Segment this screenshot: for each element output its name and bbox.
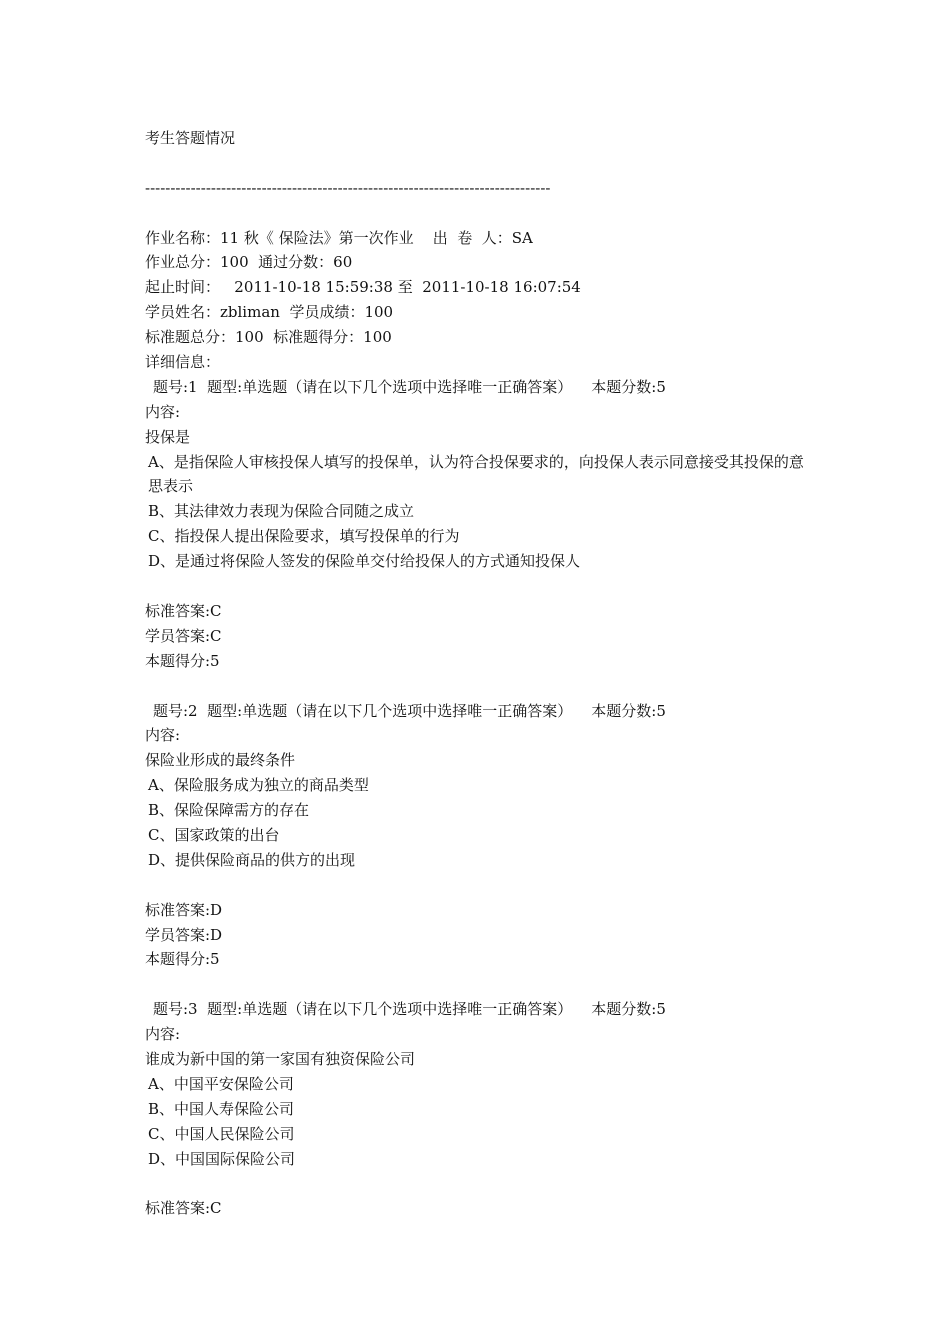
spacer	[145, 151, 845, 176]
option-c: C、国家政策的出台	[148, 825, 280, 844]
separator-line: --------------------------------------------------------------------------------	[145, 178, 551, 197]
spacer	[145, 972, 845, 997]
option-d: D、是通过将保险人签发的保险单交付给投保人的方式通知投保人	[148, 552, 581, 571]
standard-answer: 标准答案:C	[145, 601, 222, 620]
option-a: A、中国平安保险公司	[148, 1074, 294, 1093]
document-page	[145, 126, 845, 1221]
time-info: 起止时间： 2011-10-18 15:59:38 至 2011-10-18 16:07:54	[145, 278, 581, 297]
question-stem: 保险业形成的最终条件	[145, 751, 296, 770]
spacer	[145, 1171, 845, 1196]
option-b: B、中国人寿保险公司	[148, 1099, 295, 1118]
question-score: 本题得分:5	[145, 950, 220, 969]
spacer	[145, 674, 845, 699]
student-answer: 学员答案:C	[145, 626, 222, 645]
option-b: B、保险保障需方的存在	[148, 801, 310, 820]
option-b: B、其法律效力表现为保险合同随之成立	[148, 502, 415, 521]
spacer	[145, 201, 845, 226]
question-block	[145, 699, 845, 998]
question-stem: 谁成为新中国的第一家国有独资保险公司	[145, 1049, 416, 1068]
question-stem: 投保是	[145, 427, 191, 446]
score-info: 作业总分：100 通过分数：60	[145, 253, 353, 272]
content-label: 内容:	[145, 726, 181, 745]
question-block	[145, 375, 845, 699]
details-label: 详细信息：	[145, 353, 221, 372]
content-label: 内容:	[145, 1025, 181, 1044]
option-a: A、保险服务成为独立的商品类型	[148, 776, 369, 795]
spacer	[145, 574, 845, 599]
standard-score-info: 标准题总分：100 标准题得分：100	[145, 328, 392, 347]
student-answer: 学员答案:D	[145, 925, 223, 944]
assignment-info: 作业名称：11 秋《 保险法》第一次作业 出 卷 人：SA	[145, 228, 533, 247]
question-header: 题号:1 题型:单选题（请在以下几个选项中选择唯一正确答案） 本题分数:5	[153, 377, 666, 396]
spacer	[145, 873, 845, 898]
question-block	[145, 997, 845, 1221]
option-d: D、中国国际保险公司	[148, 1149, 296, 1168]
option-c: C、指投保人提出保险要求，填写投保单的行为	[148, 527, 460, 546]
question-header: 题号:3 题型:单选题（请在以下几个选项中选择唯一正确答案） 本题分数:5	[153, 1000, 666, 1019]
question-header: 题号:2 题型:单选题（请在以下几个选项中选择唯一正确答案） 本题分数:5	[153, 701, 666, 720]
page-title: 考生答题情况	[145, 129, 236, 147]
option-d: D、提供保险商品的供方的出现	[148, 850, 356, 869]
option-c: C、中国人民保险公司	[148, 1124, 295, 1143]
standard-answer: 标准答案:C	[145, 1199, 222, 1218]
student-info: 学员姓名：zbliman 学员成绩：100	[145, 303, 394, 322]
option-a: A、是指保险人审核投保人填写的投保单，认为符合投保要求的，向投保人表示同意接受其投保的意思表示	[148, 452, 804, 496]
question-score: 本题得分:5	[145, 651, 220, 670]
content-label: 内容:	[145, 402, 181, 421]
standard-answer: 标准答案:D	[145, 900, 223, 919]
